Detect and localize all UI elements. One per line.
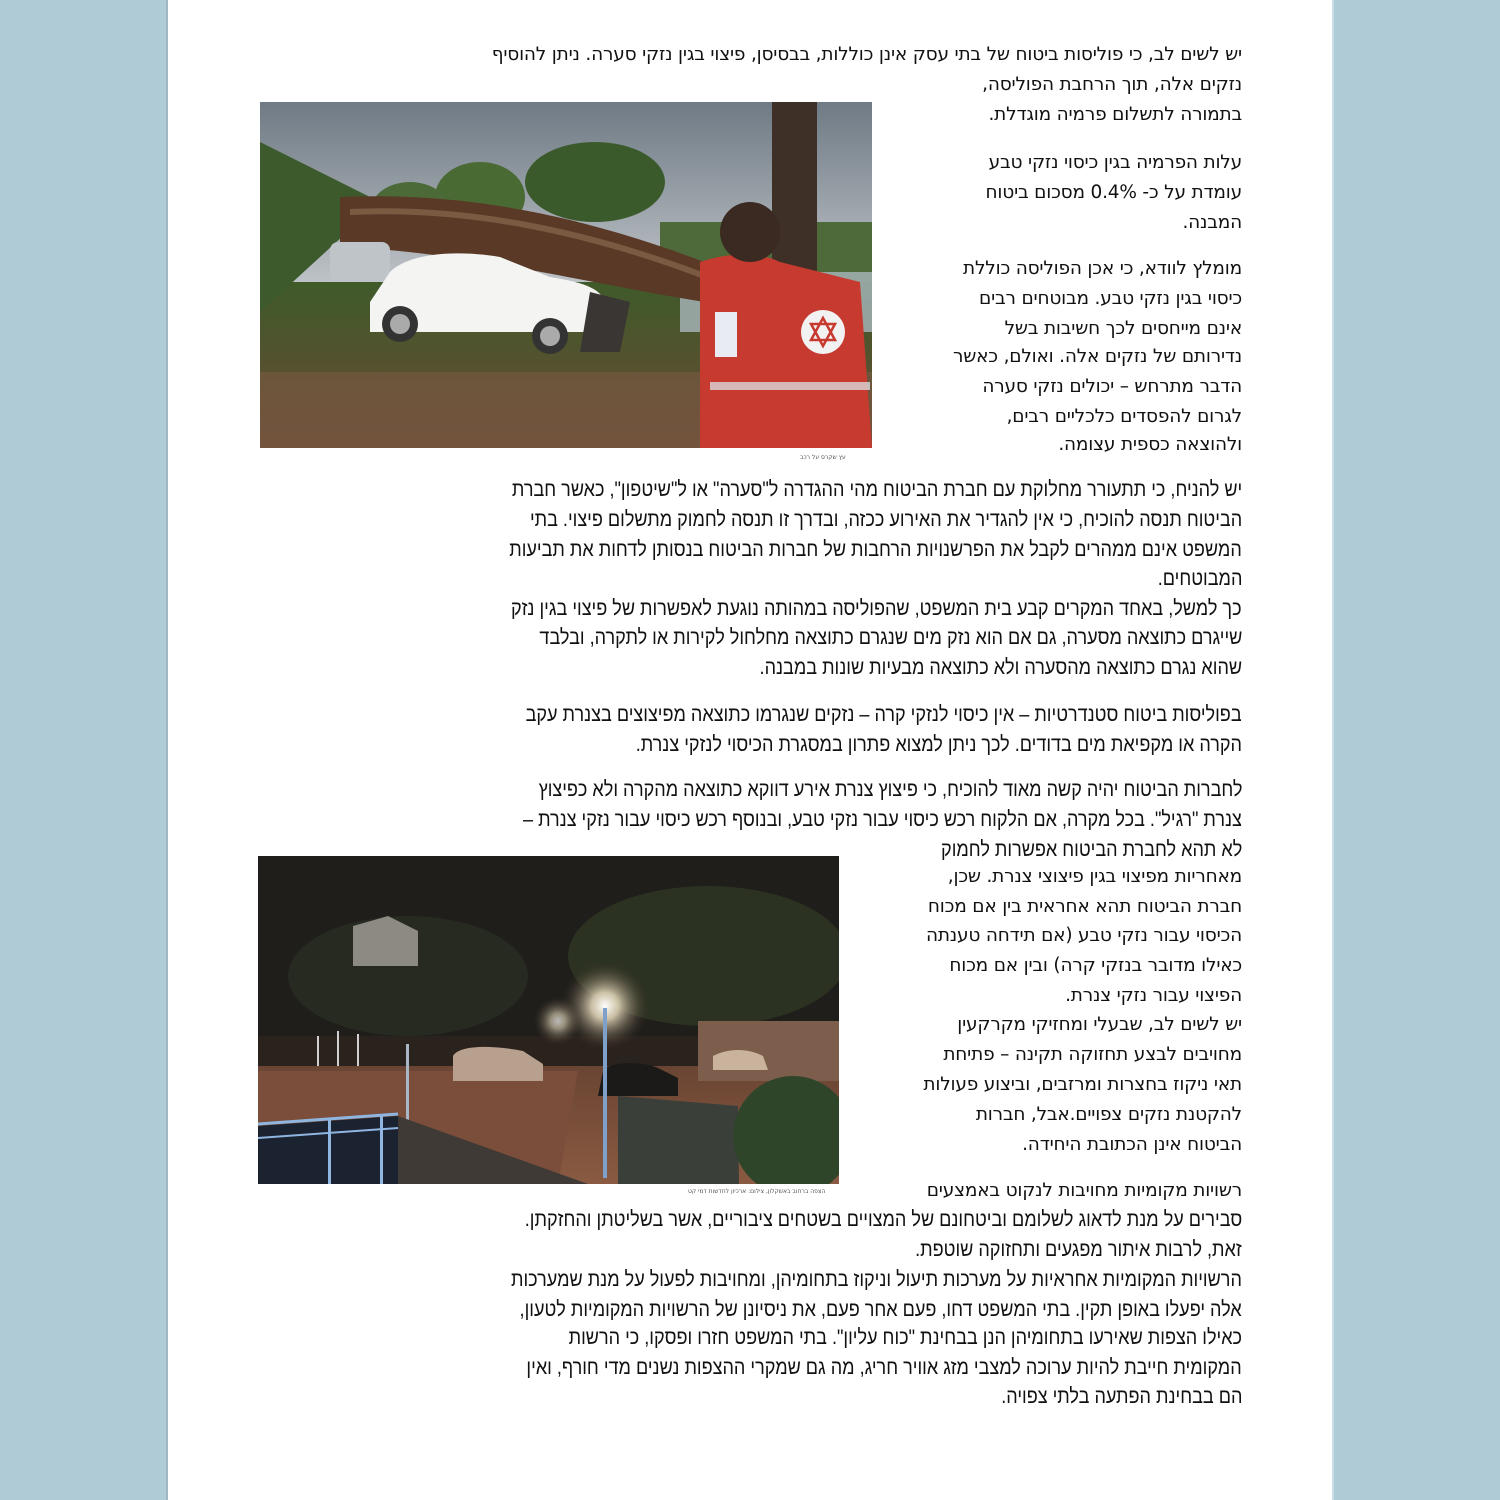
paragraph-line: לגרום להפסדים כלכליים רבים, — [1006, 406, 1242, 427]
photo1-caption: עץ שקרס על רכב — [800, 454, 846, 461]
paragraph-line: יש להניח, כי תתעורר מחלוקת עם חברת הביטוח מהי ההגדרה ל"סערה" או ל"שיטפון", כאשר חברת — [511, 478, 1242, 501]
paragraph-line: המקומית חייבת להיות ערוכה למצבי מזג אוויר חריג, מה גם שמקרי ההצפות נשנים מדי חורף, ואין — [526, 1356, 1242, 1379]
paragraph-line: סבירים על מנת לדאוג לשלומם וביטחונם של המצויים בשטחים ציבוריים, אשר בשליטתן והחזקתן. — [524, 1208, 1242, 1231]
paragraph-line: המבוטחים. — [1157, 567, 1242, 590]
photo2-caption: הצפה ברחוב באשקלון, צילום: ארכיון לחדשות דמי קט — [688, 1188, 826, 1195]
paragraph-line: יש לשים לב, שבעלי ומחזיקי מקרקעין — [957, 1014, 1242, 1035]
paragraph-line: הדבר מתרחש – יכולים נזקי סערה — [982, 376, 1242, 397]
paragraph-line: חברת הביטוח תהא אחראית בין אם מכוח — [927, 896, 1242, 917]
paragraph-line: הכיסוי עבור נזקי טבע (אם תידחה טענתה — [925, 925, 1242, 946]
paragraph-line: הביטוח תנסה להוכיח, כי אין להגדיר את האירוע ככזה, ובדרך זו תנסה לחמוק מתשלום פיצוי. בתי — [529, 508, 1242, 531]
paragraph-line: לא תהא לחברת הביטוח אפשרות לחמוק — [940, 838, 1242, 861]
paragraph-line: הרשויות המקומיות אחראיות על מערכות תיעול וניקוז בתחומיהן, ומחויבות לפעול על מנת שמערכות — [511, 1268, 1242, 1291]
paragraph-line: הקרה או מקפיאת מים בדודים. לכך ניתן למצוא פתרון במסגרת הכיסוי לנזקי צנרת. — [635, 733, 1242, 756]
paragraph-line: כך למשל, באחד המקרים קבע בית המשפט, שהפוליסה במהותה נוגעת לאפשרות של פיצוי בגין נזק — [511, 597, 1242, 620]
paragraph-line: יש לשים לב, כי פוליסות ביטוח של בתי עסק אינן כוללות, בבסיסן, פיצוי בגין נזקי סערה. ניתן להוסיף — [491, 44, 1242, 65]
paragraph-line: עומדת על כ- 0.4% מסכום ביטוח — [985, 182, 1242, 203]
paragraph-line: שהוא נגרם כתוצאה מהסערה ולא כתוצאה מבעיות שונות במבנה. — [759, 656, 1242, 679]
paragraph-line: בפוליסות ביטוח סטנדרטיות – אין כיסוי לנזקי קרה – נזקים שנגרמו כתוצאה מפיצוצים בצנרת עקב — [525, 703, 1242, 726]
paragraph-line: אלה יפעלו באופן תקין. בתי המשפט דחו, פעם אחר פעם, את ניסיונן של הרשויות המקומיות לטעון, — [519, 1298, 1242, 1321]
palm-car-illustration — [260, 102, 872, 448]
paragraph-line: כאילו הצפות שאירעו בתחומיהן הנן בבחינת "כוח עליון". בתי המשפט חזרו ופסקו, כי הרשות — [568, 1326, 1242, 1349]
paragraph-line: להקטנת נזקים צפויים.אבל, חברות — [975, 1104, 1242, 1125]
paragraph-line: המשפט אינם ממהרים לקבל את הפרשנויות הרחבות של חברות הביטוח בנסותן לדחות את תביעות — [509, 538, 1242, 561]
paragraph-line: כאילו מדובר בנזקי קרה) ובין אם מכוח — [949, 955, 1242, 976]
photo-palm-on-car — [260, 102, 872, 448]
paragraph-line: תאי ניקוז בחצרות ומרזבים, וביצוע פעולות — [923, 1074, 1242, 1095]
paragraph-line: הביטוח אינן הכתובת היחידה. — [1022, 1134, 1242, 1155]
paragraph-line: הפיצוי עבור נזקי צנרת. — [1065, 985, 1242, 1006]
paragraph-line: נזקים אלה, תוך הרחבת הפוליסה, — [982, 74, 1242, 95]
paragraph-line: רשויות מקומיות מחויבות לנקוט באמצעים — [926, 1180, 1242, 1201]
paragraph-line: נדירותם של נזקים אלה. ואולם, כאשר — [952, 346, 1242, 367]
paragraph-line: מאחריות מפיצוי בגין פיצוצי צנרת. שכן, — [947, 866, 1242, 887]
paragraph-line: לחברות הביטוח יהיה קשה מאוד להוכיח, כי פיצוץ צנרת אירע דווקא כתוצאה מהקרה ולא כפיצוץ — [538, 778, 1242, 801]
paragraph-line: אינם מייחסים לכך חשיבות בשל — [1004, 318, 1242, 339]
paragraph-line: הם בבחינת הפתעה בלתי צפויה. — [1000, 1385, 1242, 1408]
paragraph-line: עלות הפרמיה בגין כיסוי נזקי טבע — [988, 152, 1242, 173]
paragraph-line: מומלץ לוודא, כי אכן הפוליסה כוללת — [963, 258, 1242, 279]
paragraph-line: ולהוצאה כספית עצומה. — [1058, 434, 1242, 455]
flood-night-illustration — [258, 856, 839, 1184]
photo-flooded-street — [258, 856, 839, 1184]
paragraph-line: מחויבים לבצע תחזוקה תקינה – פתיחת — [943, 1044, 1242, 1065]
paragraph-line: צנרת "רגיל". בכל מקרה, אם הלקוח רכש כיסוי עבור נזקי טבע, ובנוסף רכש כיסוי עבור נזקי צנרת – — [523, 808, 1242, 831]
paragraph-line: כיסוי בגין נזקי טבע. מבוטחים רבים — [979, 288, 1242, 309]
paragraph-line: בתמורה לתשלום פרמיה מוגדלת. — [988, 104, 1242, 125]
paragraph-line: שייגרם כתוצאה מסערה, גם אם הוא נזק מים שנגרם כתוצאה מחלחול לקירות או לתקרה, ובלבד — [539, 626, 1242, 649]
paragraph-line: המבנה. — [1182, 212, 1242, 233]
paragraph-line: זאת, לרבות איתור מפגעים ותחזוקה שוטפת. — [915, 1238, 1242, 1261]
